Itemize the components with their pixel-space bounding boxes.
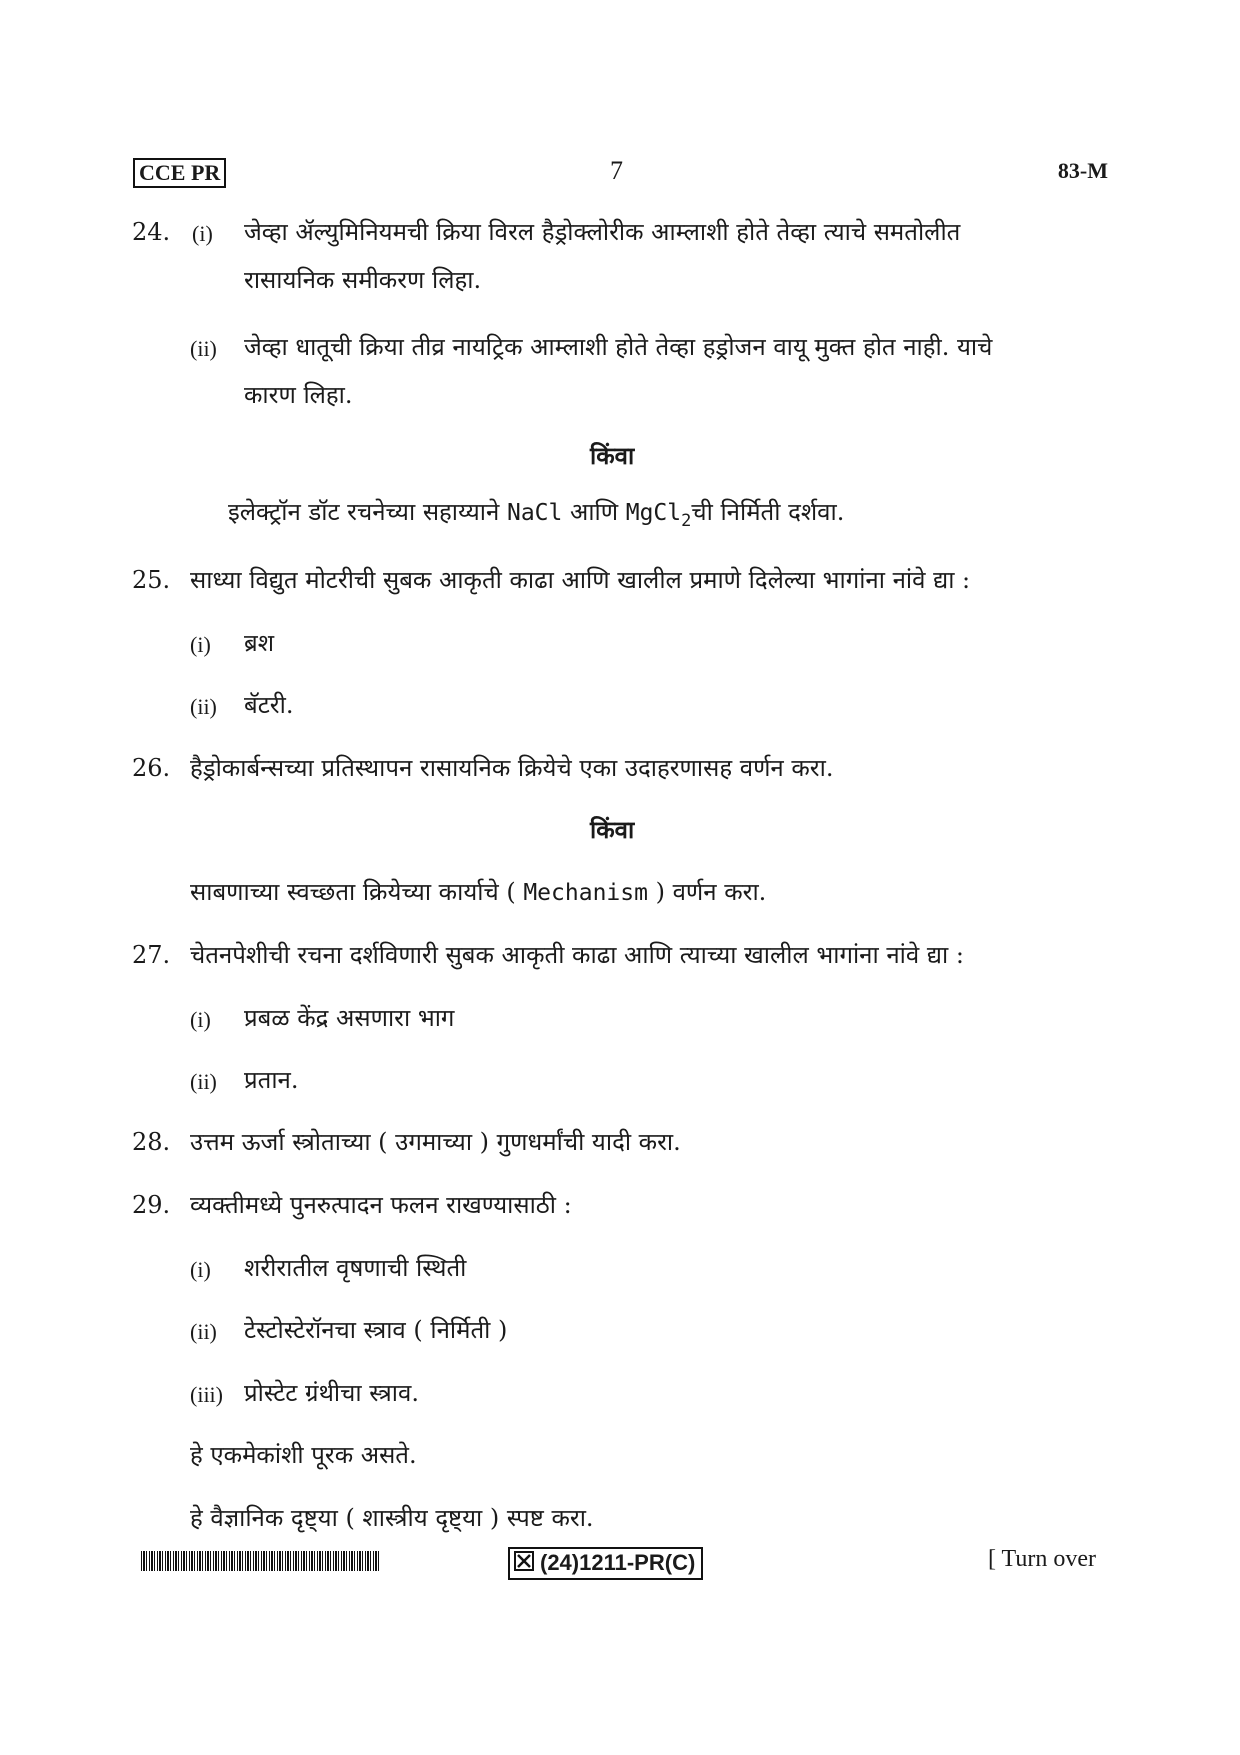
- q26-alt-text-pre: साबणाच्या स्वच्छता क्रियेच्या कार्याचे (: [190, 878, 524, 906]
- q27-part-ii-label: (ii): [190, 1069, 217, 1094]
- q24-part-ii-label: (ii): [190, 336, 217, 361]
- tick-cross-icon: [514, 1550, 534, 1578]
- footer-code-box: [508, 1547, 703, 1580]
- question-27-number: 27.: [132, 941, 171, 969]
- question-28-text: उत्तम ऊर्जा स्त्रोताच्या ( उगमाच्या ) गुणधर्मांची यादी करा.: [190, 1128, 681, 1156]
- q24-alt-text-pre: इलेक्ट्रॉन डॉट रचनेच्या सहाय्याने: [228, 498, 507, 526]
- q24-alt-mgcl: MgCl: [625, 500, 682, 526]
- question-25-text: साध्या विद्युत मोटरीची सुबक आकृती काढा आणि खालील प्रमाणे दिलेल्या भागांना नांवे द्या :: [190, 566, 971, 594]
- q29-part-iii-label: (iii): [190, 1382, 223, 1407]
- q24-alt-text-mid: आणि: [562, 498, 626, 526]
- paper-code-box: CCE PR: [133, 158, 226, 188]
- footer-code-text: (24)1211-PR(C): [540, 1550, 696, 1575]
- question-29-number: 29.: [132, 1191, 171, 1219]
- q26-alt-mechanism: Mechanism: [523, 880, 648, 906]
- q29-part-i-label: (i): [190, 1257, 211, 1282]
- question-26-text: हैड्रोकार्बन्सच्या प्रतिस्थापन रासायनिक क्रियेचे एका उदाहरणासह वर्णन करा.: [190, 754, 834, 782]
- barcode: [141, 1551, 381, 1571]
- q25-part-ii-label: (ii): [190, 694, 217, 719]
- q24-alt-text-post: ची निर्मिती दर्शवा.: [691, 498, 845, 526]
- q24-alt-subscript: 2: [681, 510, 692, 531]
- q26-alternative: [190, 877, 766, 908]
- q24-or-heading: किंवा: [590, 441, 635, 470]
- q29-statement-line1: हे एकमेकांशी पूरक असते.: [190, 1441, 417, 1469]
- q29-part-i-text: शरीरातील वृषणाची स्थिती: [244, 1254, 467, 1282]
- q26-alt-text-post: ) वर्णन करा.: [647, 878, 767, 906]
- q29-statement-line2: हे वैज्ञानिक दृष्ट्या ( शास्त्रीय दृष्ट्या ) स्पष्ट करा.: [190, 1504, 594, 1532]
- q29-part-ii-text: टेस्टोस्टेरॉनचा स्त्राव ( निर्मिती ): [244, 1316, 508, 1344]
- question-29-text: व्यक्तीमध्ये पुनरुत्पादन फलन राखण्यासाठी :: [190, 1191, 572, 1219]
- q29-part-iii-text: प्रोस्टेट ग्रंथीचा स्त्राव.: [244, 1379, 419, 1407]
- q24-part-i-line1: जेव्हा ॲल्युमिनियमची क्रिया विरल हैड्रोक्लोरीक आम्लाशी होते तेव्हा त्याचे समतोलीत: [244, 218, 961, 246]
- q25-part-ii-text: बॅटरी.: [244, 691, 294, 719]
- q29-part-ii-label: (ii): [190, 1319, 217, 1344]
- q24-part-ii-line2: कारण लिहा.: [244, 381, 353, 409]
- paper-number: 83-M: [1057, 158, 1108, 183]
- question-28-number: 28.: [132, 1128, 171, 1156]
- q24-alternative: [228, 497, 844, 536]
- q27-part-ii-text: प्रतान.: [244, 1066, 299, 1094]
- q27-part-i-text: प्रबळ केंद्र असणारा भाग: [244, 1004, 455, 1032]
- question-24-number: 24.: [132, 218, 171, 246]
- turn-over-text: [ Turn over: [987, 1546, 1096, 1572]
- q27-part-i-label: (i): [190, 1007, 211, 1032]
- q25-part-i-text: ब्रश: [244, 629, 275, 657]
- q26-or-heading: किंवा: [590, 815, 635, 844]
- q25-part-i-label: (i): [190, 632, 211, 657]
- q24-part-i-line2: रासायनिक समीकरण लिहा.: [244, 266, 482, 294]
- q24-part-ii-line1: जेव्हा धातूची क्रिया तीव्र नायट्रिक आम्लाशी होते तेव्हा हड्रोजन वायू मुक्त होत नाही. याचे: [244, 333, 993, 361]
- q24-part-i-label: (i): [192, 221, 213, 246]
- q24-alt-nacl: NaCl: [506, 500, 563, 526]
- question-26-number: 26.: [132, 754, 171, 782]
- question-25-number: 25.: [132, 566, 171, 594]
- page-number: 7: [610, 156, 623, 185]
- question-27-text: चेतनपेशीची रचना दर्शविणारी सुबक आकृती काढा आणि त्याच्या खालील भागांना नांवे द्या :: [190, 941, 964, 969]
